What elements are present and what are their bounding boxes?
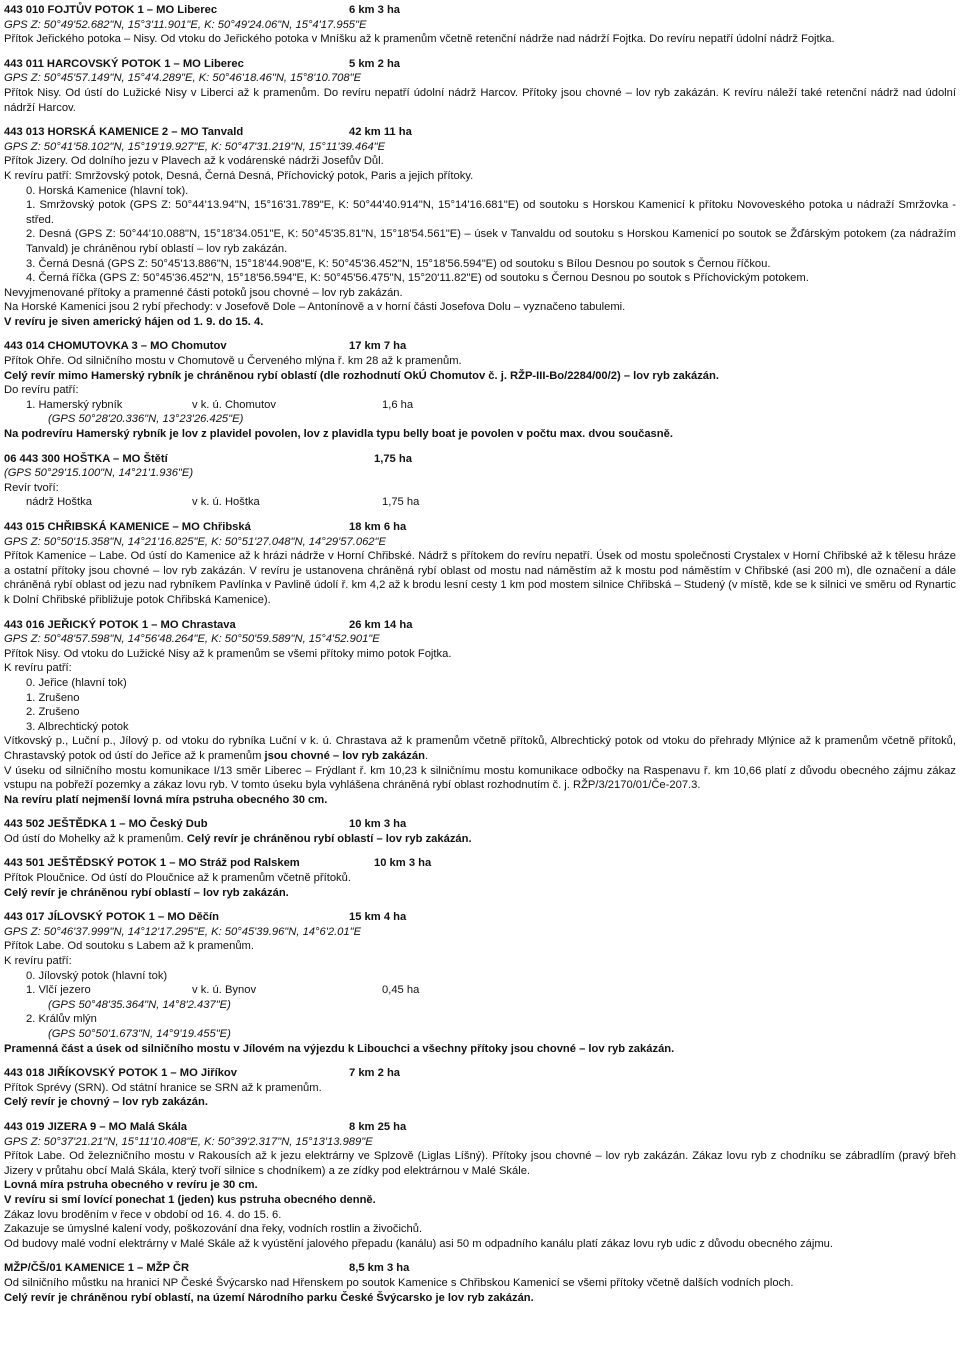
- paragraph: Přítok Sprévy (SRN). Od státní hranice se SRN až k pramenům.: [4, 1081, 322, 1094]
- water-body-row: [4, 495, 956, 510]
- revir-section: [4, 1120, 956, 1251]
- section-title: 443 016 JEŘICKÝ POTOK 1 – MO Chrastava: [4, 618, 236, 631]
- water-body-row: [4, 983, 956, 998]
- section-heading: [4, 856, 956, 871]
- gps-coordinates: GPS Z: 50°48'57.598"N, 14°56'48.264"E, K: 50°50'59.589"N, 15°4'52.901"E: [4, 633, 380, 646]
- paragraph: Přítok Labe. Od soutoku s Labem až k pramenům.: [4, 940, 254, 953]
- paragraph: Celý revír je chráněnou rybí oblastí, na území Národního parku České Švýcarsko je lov ryb zakázán.: [4, 1291, 534, 1304]
- section-heading: [4, 339, 956, 354]
- section-size: 10 km 3 ha: [349, 818, 407, 831]
- water-body-area: 1,75 ha: [382, 496, 420, 509]
- paragraph: V revíru je siven americký hájen od 1. 9. do 15. 4.: [4, 315, 264, 328]
- section-size: 17 km 7 ha: [349, 340, 407, 353]
- paragraph: Vítkovský p., Luční p., Jílový p. od vtoku do rybníka Luční v k. ú. Chrastava až k pramenům včetně přítoků, Albrechtický potok od vtoku do přehrady Mlýnice až k pramenům včetně přítoků, Chrastavský potok od ústí do Jeřice až k pramenům jsou chovné – lov ryb zakázán.: [4, 735, 956, 762]
- section-size: 1,75 ha: [374, 452, 412, 465]
- revir-section: [4, 1261, 956, 1305]
- revir-section: [4, 339, 956, 441]
- section-heading: [4, 817, 956, 832]
- paragraph: K revíru patří:: [4, 955, 72, 968]
- section-size: 8 km 25 ha: [349, 1120, 407, 1133]
- revir-section: [4, 57, 956, 115]
- paragraph: 1. Smržovský potok (GPS Z: 50°44'13.94"N, 15°16'31.789"E, K: 50°44'40.914"N, 15°14'16.681"E) od soutoku s Horskou Kamenicí k přítoku Novoveského potoka u nádraží Smržovka - střed.: [26, 199, 956, 226]
- paragraph: K revíru patří:: [4, 662, 72, 675]
- water-body-name: 1. Vlčí jezero: [26, 984, 91, 997]
- revir-section: [4, 125, 956, 329]
- paragraph: 0. Jeřice (hlavní tok): [26, 676, 127, 689]
- section-heading: [4, 618, 956, 633]
- cadastral-area: v k. ú. Hoštka: [192, 496, 260, 509]
- section-size: 42 km 11 ha: [349, 126, 412, 139]
- paragraph: Na revíru platí nejmenší lovná míra pstruha obecného 30 cm.: [4, 793, 328, 806]
- gps-coordinates: GPS Z: 50°50'15.358"N, 14°21'16.825"E, K: 50°51'27.048"N, 14°29'57.062"E: [4, 535, 386, 548]
- paragraph: Na podrevíru Hamerský rybník je lov z plavidel povolen, lov z plavidla typu belly boat je povolen v počtu max. dvou současně.: [4, 428, 673, 441]
- section-title: 443 013 HORSKÁ KAMENICE 2 – MO Tanvald: [4, 126, 244, 139]
- gps-coordinates: GPS Z: 50°37'21.21"N, 15°11'10.408"E, K: 50°39'2.317"N, 15°13'13.989"E: [4, 1135, 373, 1148]
- revir-section: [4, 3, 956, 47]
- paragraph: K revíru patří: Smržovský potok, Desná, Černá Desná, Příchovický potok, Paris a jejich přítoky.: [4, 169, 474, 182]
- water-body-name: nádrž Hoštka: [26, 496, 92, 509]
- revir-section: [4, 817, 956, 846]
- paragraph: Přítok Labe. Od železničního mostu v Rakousích až k jezu elektrárny ve Splzově (Liglas Líšný). Přítoky jsou chovné – lov ryb zakázán. Zákaz lovu ryb z chodníku se zábradlím (pravý břeh Jizery v průtahu obcí Malá Skála, který tvoří silnice s chodníkem) a ze zídky pod elektrárnou v Malé Skále.: [4, 1150, 956, 1177]
- gps-coordinates: GPS Z: 50°45'57.149"N, 15°4'4.289"E, K: 50°46'18.46"N, 15°8'10.708"E: [4, 72, 362, 85]
- section-size: 26 km 14 ha: [349, 618, 413, 631]
- section-title: 443 011 HARCOVSKÝ POTOK 1 – MO Liberec: [4, 57, 244, 70]
- section-heading: [4, 125, 956, 140]
- paragraph: V revíru si smí lovící ponechat 1 (jeden) kus pstruha obecného denně.: [4, 1193, 376, 1206]
- water-body-row: [4, 398, 956, 413]
- paragraph: Přítok Kamenice – Labe. Od ústí do Kamenice až k hrázi nádrže v Horní Chřibské. Nádrž s přítokem do revíru nepatří. Úsek od mostu společnosti Crystalex v Horní Chřibské až k tělesu hráze a ostatní přítoky jsou chovné – lov ryb zakázán. V revíru je ustanovena chráněná rybí oblast od mostu nad náměstím až k mostu pod náměstím v Chřibské (asi 200 m), dle označení a dále chráněná rybí oblast od jezu nad rybníkem Pavlínka v Pavlině údolí ř. km 4,2 až k brodu lesní cesty 1 km pod mostem silnice Chřibská – Studený (v místě, kde se k silnici ve směru od Rynartic k Dolní Chřibské přibližuje potok Chřibská Kamenice).: [4, 550, 956, 606]
- paragraph: Přítok Jeřického potoka – Nisy. Od vtoku do Jeřického potoka v Mníšku až k pramenům včetně retenční nádrže nad nádrží Fojtka. Do revíru nepatří údolní nádrž Fojtka.: [4, 33, 835, 46]
- section-heading: [4, 1066, 956, 1081]
- paragraph: V úseku od silničního mostu komunikace I/13 směr Liberec – Frýdlant ř. km 10,23 k silničnímu mostu komunikace odbočky na Raspenavu ř. km 10,66 platí z důvodu obecného zájmu zákaz vstupu na pobřeží pozemky a zákaz lovu ryb. V tomto úseku byla vyhlášena chráněná rybí oblast rozhodnutím č. j. RŽP/3/2170/01/Če-207.3.: [4, 764, 956, 792]
- gps-coordinates: (GPS 50°28'20.336"N, 13°23'26.425"E): [48, 413, 244, 426]
- paragraph: Přítok Ohře. Od silničního mostu v Chomutově u Červeného mlýna ř. km 28 až k pramenům.: [4, 355, 462, 368]
- paragraph: Revír tvoří:: [4, 481, 59, 494]
- section-title: 443 017 JÍLOVSKÝ POTOK 1 – MO Děčín: [4, 911, 219, 924]
- paragraph: Nevyjmenované přítoky a pramenné části potoků jsou chovné – lov ryb zakázán.: [4, 286, 403, 299]
- section-title: 06 443 300 HOŠTKA – MO Štětí: [4, 452, 168, 465]
- paragraph: Přítok Ploučnice. Od ústí do Ploučnice až k pramenům včetně přítoků.: [4, 872, 351, 885]
- paragraph: 1. Zrušeno: [26, 691, 80, 704]
- paragraph: Přítok Jizery. Od dolního jezu v Plavech až k vodárenské nádrži Josefův Důl.: [4, 155, 384, 168]
- paragraph: 2. Zrušeno: [26, 706, 80, 719]
- paragraph: Celý revír je chovný – lov ryb zakázán.: [4, 1096, 208, 1109]
- section-heading: [4, 3, 956, 18]
- section-title: 443 015 CHŘIBSKÁ KAMENICE – MO Chřibská: [4, 521, 251, 533]
- paragraph: Zakazuje se úmyslné kalení vody, poškozování dna řeky, vodních rostlin a živočichů.: [4, 1223, 423, 1236]
- revir-section: [4, 520, 956, 608]
- section-title: 443 019 JIZERA 9 – MO Malá Skála: [4, 1120, 188, 1133]
- paragraph: Zákaz lovu broděním v řece v období od 16. 4. do 15. 6.: [4, 1208, 282, 1221]
- section-heading: [4, 1120, 956, 1135]
- revir-section: [4, 618, 956, 808]
- section-size: 5 km 2 ha: [349, 57, 400, 70]
- paragraph: Od budovy malé vodní elektrárny v Malé Skále až k vyústění jalového přepadu (kanálu) asi 50 m odpadního kanálu platí zákaz lovu ryb udic z důvodu obecného zájmu.: [4, 1237, 833, 1250]
- section-heading: [4, 452, 956, 467]
- section-title: 443 010 FOJTŮV POTOK 1 – MO Liberec: [4, 4, 218, 16]
- section-size: 10 km 3 ha: [374, 857, 432, 870]
- section-heading: [4, 1261, 956, 1276]
- section-size: 6 km 3 ha: [349, 4, 400, 16]
- section-size: 18 km 6 ha: [349, 521, 407, 533]
- paragraph: Od silničního můstku na hranici NP České Švýcarsko nad Hřenskem po soutok Kamenice s Chřibskou Kamenicí se všemi přítoky včetně dalších vodních ploch.: [4, 1276, 794, 1289]
- paragraph: 2. Králův mlýn: [26, 1013, 97, 1026]
- section-heading: [4, 910, 956, 925]
- paragraph: Do revíru patří:: [4, 384, 79, 397]
- paragraph: 0. Jílovský potok (hlavní tok): [26, 969, 168, 982]
- paragraph: Od ústí do Mohelky až k pramenům. Celý revír je chráněnou rybí oblastí – lov ryb zakázán.: [4, 832, 472, 845]
- paragraph: Na Horské Kamenici jsou 2 rybí přechody: v Josefově Dole – Antonínově a v horní části Josefova Dolu – vyznačeno tabulemi.: [4, 301, 626, 314]
- section-title: 443 501 JEŠTĚDSKÝ POTOK 1 – MO Stráž pod Ralskem: [4, 857, 300, 870]
- gps-coordinates: (GPS 50°29'15.100"N, 14°21'1.936"E): [4, 467, 194, 480]
- paragraph: 2. Desná (GPS Z: 50°44'10.088"N, 15°18'34.051"E, K: 50°45'35.81"N, 15°18'54.561"E) – úsek v Tanvaldu od soutoku s Horskou Kamenicí po soutok se Žďárským potokem (za nádražím Tanvald) je chráněnou rybí oblastí – lov ryb zakázán.: [26, 228, 956, 255]
- section-size: 7 km 2 ha: [349, 1067, 400, 1080]
- paragraph: 3. Černá Desná (GPS Z: 50°45'13.886"N, 15°18'44.908"E, K: 50°45'36.452"N, 15°18'56.594"E) od soutoku s Bílou Desnou po soutok s Černou říčkou.: [26, 257, 771, 270]
- water-body-name: 1. Hamerský rybník: [26, 398, 123, 411]
- water-body-area: 1,6 ha: [382, 398, 414, 411]
- gps-coordinates: (GPS 50°48'35.364"N, 14°8'2.437"E): [48, 998, 231, 1011]
- revir-section: [4, 910, 956, 1056]
- revir-section: [4, 1066, 956, 1110]
- paragraph: 4. Černá říčka (GPS Z: 50°45'36.452"N, 15°18'56.594"E, K: 50°45'56.475"N, 15°20'11.82"E) od soutoku s Černou Desnou po soutok s Příchovickým potokem.: [26, 272, 809, 285]
- section-title: 443 018 JIŘÍKOVSKÝ POTOK 1 – MO Jiříkov: [4, 1067, 237, 1080]
- section-title: MŽP/ČŠ/01 KAMENICE 1 – MŽP ČR: [4, 1262, 190, 1275]
- paragraph: Přítok Nisy. Od vtoku do Lužické Nisy až k pramenům se všemi přítoky mimo potok Fojtka.: [4, 647, 452, 660]
- section-title: 443 014 CHOMUTOVKA 3 – MO Chomutov: [4, 340, 227, 353]
- cadastral-area: v k. ú. Chomutov: [192, 398, 276, 411]
- section-title: 443 502 JEŠTĚDKA 1 – MO Český Dub: [4, 818, 208, 831]
- gps-coordinates: (GPS 50°50'1.673"N, 14°9'19.455"E): [48, 1028, 231, 1040]
- cadastral-area: v k. ú. Bynov: [192, 984, 257, 997]
- revir-section: [4, 856, 956, 900]
- water-body-area: 0,45 ha: [382, 984, 420, 997]
- paragraph: 0. Horská Kamenice (hlavní tok).: [26, 184, 189, 197]
- gps-coordinates: GPS Z: 50°46'37.999"N, 14°12'17.295"E, K: 50°45'39.96"N, 14°6'2.01"E: [4, 925, 362, 938]
- paragraph: 3. Albrechtický potok: [26, 720, 129, 733]
- revir-section: [4, 452, 956, 510]
- paragraph: Pramenná část a úsek od silničního mostu v Jílovém na výjezdu k Libouchci a všechny přítoky jsou chovné – lov ryb zakázán.: [4, 1042, 675, 1055]
- paragraph: Přítok Nisy. Od ústí do Lužické Nisy v Liberci až k pramenům. Do revíru nepatří údolní nádrž Harcov. Přítoky jsou chovné – lov ryb zakázán. K revíru náleží také retenční nádrž nad údolní nádrží Harcov.: [4, 86, 956, 114]
- section-heading: [4, 57, 956, 72]
- paragraph: Lovná míra pstruha obecného v revíru je 30 cm.: [4, 1179, 258, 1192]
- paragraph: Celý revír je chráněnou rybí oblastí – lov ryb zakázán.: [4, 886, 289, 899]
- paragraph: Celý revír mimo Hamerský rybník je chráněnou rybí oblastí (dle rozhodnutí OkÚ Chomutov č. j. RŽP-III-Bo/2284/00/2) – lov ryb zakázán.: [4, 369, 719, 382]
- section-size: 8,5 km 3 ha: [349, 1262, 410, 1275]
- section-size: 15 km 4 ha: [349, 911, 407, 924]
- gps-coordinates: GPS Z: 50°49'52.682"N, 15°3'11.901"E, K: 50°49'24.06"N, 15°4'17.955"E: [4, 18, 367, 31]
- gps-coordinates: GPS Z: 50°41'58.102"N, 15°19'19.927"E, K: 50°47'31.219"N, 15°11'39.464"E: [4, 140, 386, 153]
- section-heading: [4, 520, 956, 535]
